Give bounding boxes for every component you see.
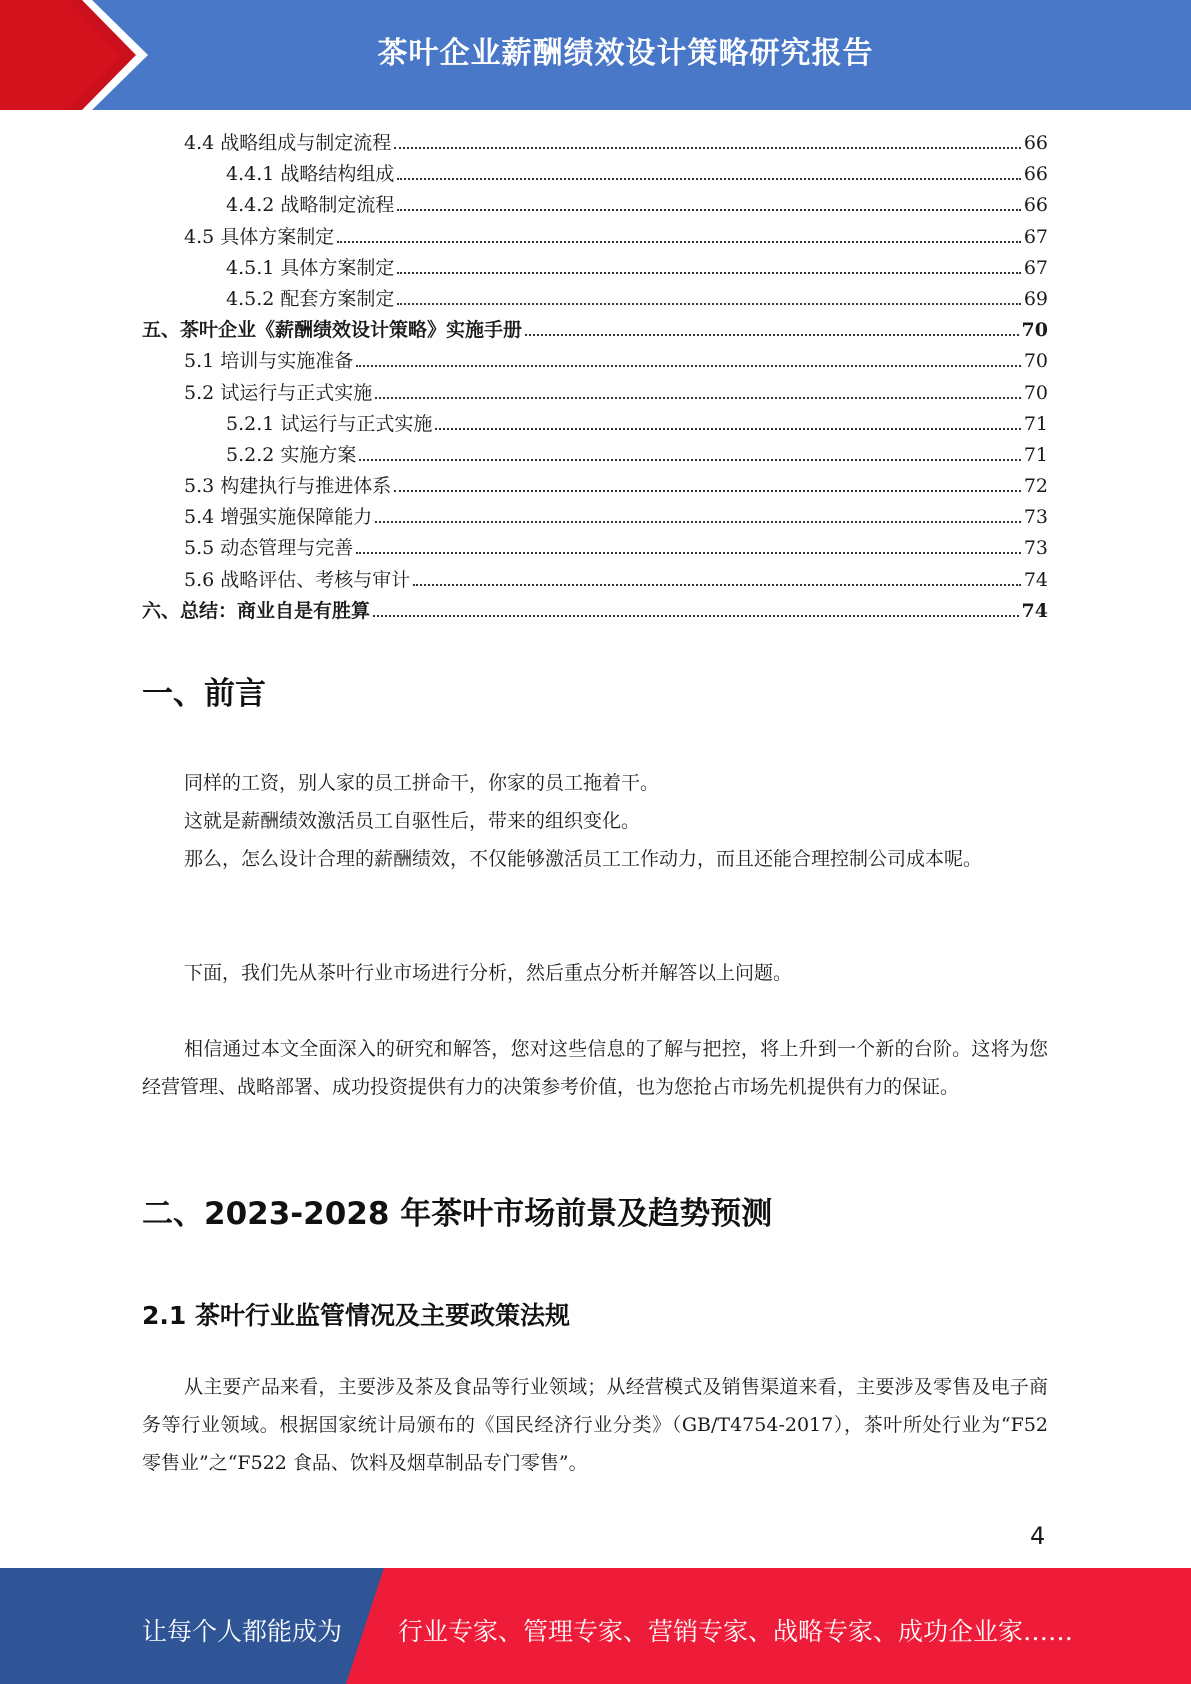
paragraph: 那么，怎么设计合理的薪酬绩效，不仅能够激活员工工作动力，而且还能合理控制公司成本呢。: [184, 848, 983, 870]
toc-entry[interactable]: [142, 502, 1048, 533]
toc-entry[interactable]: [142, 409, 1048, 440]
toc-entry-label: 4.5 具体方案制定: [184, 225, 335, 248]
toc-leader-dots: [356, 551, 1021, 554]
toc-entry-page: 72: [1023, 475, 1048, 498]
toc-entry-label: 5.1 培训与实施准备: [184, 350, 354, 373]
toc-entry[interactable]: [142, 284, 1048, 315]
toc-leader-dots: [373, 614, 1019, 617]
toc-entry-label: 六、总结：商业自是有胜算: [142, 599, 371, 622]
toc-leader-dots: [397, 271, 1020, 274]
paragraph: 同样的工资，别人家的员工拼命干，你家的员工拖着干。: [184, 772, 660, 794]
section-heading-market: 二、2023-2028 年茶叶市场前景及趋势预测: [142, 1196, 773, 1232]
header-title: 茶叶企业薪酬绩效设计策略研究报告: [377, 36, 874, 71]
toc-entry[interactable]: [142, 378, 1048, 409]
toc-entry[interactable]: [142, 128, 1048, 159]
table-of-contents: [142, 128, 1048, 627]
toc-entry[interactable]: [142, 346, 1048, 377]
toc-entry[interactable]: [142, 315, 1048, 346]
toc-leader-dots: [359, 458, 1020, 461]
toc-entry-label: 4.5.2 配套方案制定: [226, 287, 395, 310]
paragraph: 这就是薪酬绩效激活员工自驱性后，带来的组织变化。: [184, 810, 641, 832]
toc-leader-dots: [356, 364, 1021, 367]
toc-entry-page: 70: [1021, 319, 1048, 342]
toc-entry[interactable]: [142, 596, 1048, 627]
toc-entry-page: 70: [1023, 350, 1048, 373]
toc-entry-page: 66: [1023, 194, 1048, 217]
toc-entry[interactable]: [142, 440, 1048, 471]
toc-leader-dots: [397, 208, 1020, 211]
toc-leader-dots: [413, 583, 1021, 586]
toc-entry[interactable]: [142, 253, 1048, 284]
paragraph: 从主要产品来看，主要涉及茶及食品等行业领域；从经营模式及销售渠道来看，主要涉及零售及电子商务等行业领域。根据国家统计局颁布的《国民经济行业分类》（GB/T4754-2017），茶叶所处行业为“F52 零售业”之“F522 食品、饮料及烟草制品专门零售”。: [142, 1376, 1048, 1474]
toc-entry-page: 71: [1023, 443, 1048, 466]
toc-entry-page: 67: [1023, 225, 1048, 248]
toc-entry-page: 70: [1023, 381, 1048, 404]
toc-entry-page: 73: [1023, 537, 1048, 560]
toc-entry-page: 74: [1021, 599, 1048, 622]
paragraph: 下面，我们先从茶叶行业市场进行分析，然后重点分析并解答以上问题。: [184, 962, 793, 984]
toc-entry[interactable]: [142, 222, 1048, 253]
toc-leader-dots: [397, 302, 1020, 305]
toc-entry-label: 5.2 试运行与正式实施: [184, 381, 373, 404]
toc-entry-label: 5.3 构建执行与推进体系: [184, 475, 392, 498]
toc-entry-page: 69: [1023, 287, 1048, 310]
toc-entry-label: 4.4.1 战略结构组成: [226, 163, 395, 186]
toc-entry[interactable]: [142, 533, 1048, 564]
toc-entry[interactable]: [142, 190, 1048, 221]
toc-leader-dots: [525, 333, 1019, 336]
page-footer: [0, 1568, 1191, 1684]
toc-entry-label: 5.2.2 实施方案: [226, 443, 357, 466]
toc-entry-label: 4.4 战略组成与制定流程: [184, 132, 392, 154]
toc-entry-label: 5.4 增强实施保障能力: [184, 506, 373, 529]
toc-entry-page: 71: [1023, 412, 1048, 435]
toc-leader-dots: [375, 396, 1021, 399]
toc-entry[interactable]: [142, 471, 1048, 502]
toc-entry-label: 4.5.1 具体方案制定: [226, 256, 395, 279]
footer-slogan-right: 行业专家、管理专家、营销专家、战略专家、成功企业家……: [398, 1617, 1074, 1646]
toc-leader-dots: [397, 177, 1020, 180]
toc-leader-dots: [394, 146, 1021, 149]
toc-entry-label: 五、茶叶企业《薪酬绩效设计策略》实施手册: [142, 319, 523, 342]
toc-entry[interactable]: [142, 159, 1048, 190]
toc-entry-page: 66: [1023, 132, 1048, 154]
toc-entry-label: 5.2.1 试运行与正式实施: [226, 412, 433, 435]
page-header: [0, 0, 1191, 110]
toc-entry-page: 74: [1023, 568, 1048, 591]
paragraph: 相信通过本文全面深入的研究和解答，您对这些信息的了解与把控，将上升到一个新的台阶。这将为您经营管理、战略部署、成功投资提供有力的决策参考价值，也为您抢占市场先机提供有力的保证。: [142, 1038, 1048, 1098]
toc-entry-label: 4.4.2 战略制定流程: [226, 194, 395, 217]
toc-leader-dots: [375, 520, 1021, 523]
toc-entry-page: 73: [1023, 506, 1048, 529]
subsection-heading: 2.1 茶叶行业监管情况及主要政策法规: [142, 1301, 570, 1330]
toc-entry[interactable]: [142, 565, 1048, 596]
toc-entry-page: 67: [1023, 256, 1048, 279]
section-heading-preface: 一、前言: [142, 676, 266, 712]
toc-leader-dots: [337, 240, 1021, 243]
toc-leader-dots: [435, 427, 1020, 430]
toc-entry-page: 66: [1023, 163, 1048, 186]
page-number: 4: [1030, 1522, 1046, 1550]
toc-entry-label: 5.6 战略评估、考核与审计: [184, 568, 411, 591]
footer-slogan-left: 让每个人都能成为: [142, 1617, 343, 1646]
toc-leader-dots: [394, 489, 1021, 492]
toc-entry-label: 5.5 动态管理与完善: [184, 537, 354, 560]
